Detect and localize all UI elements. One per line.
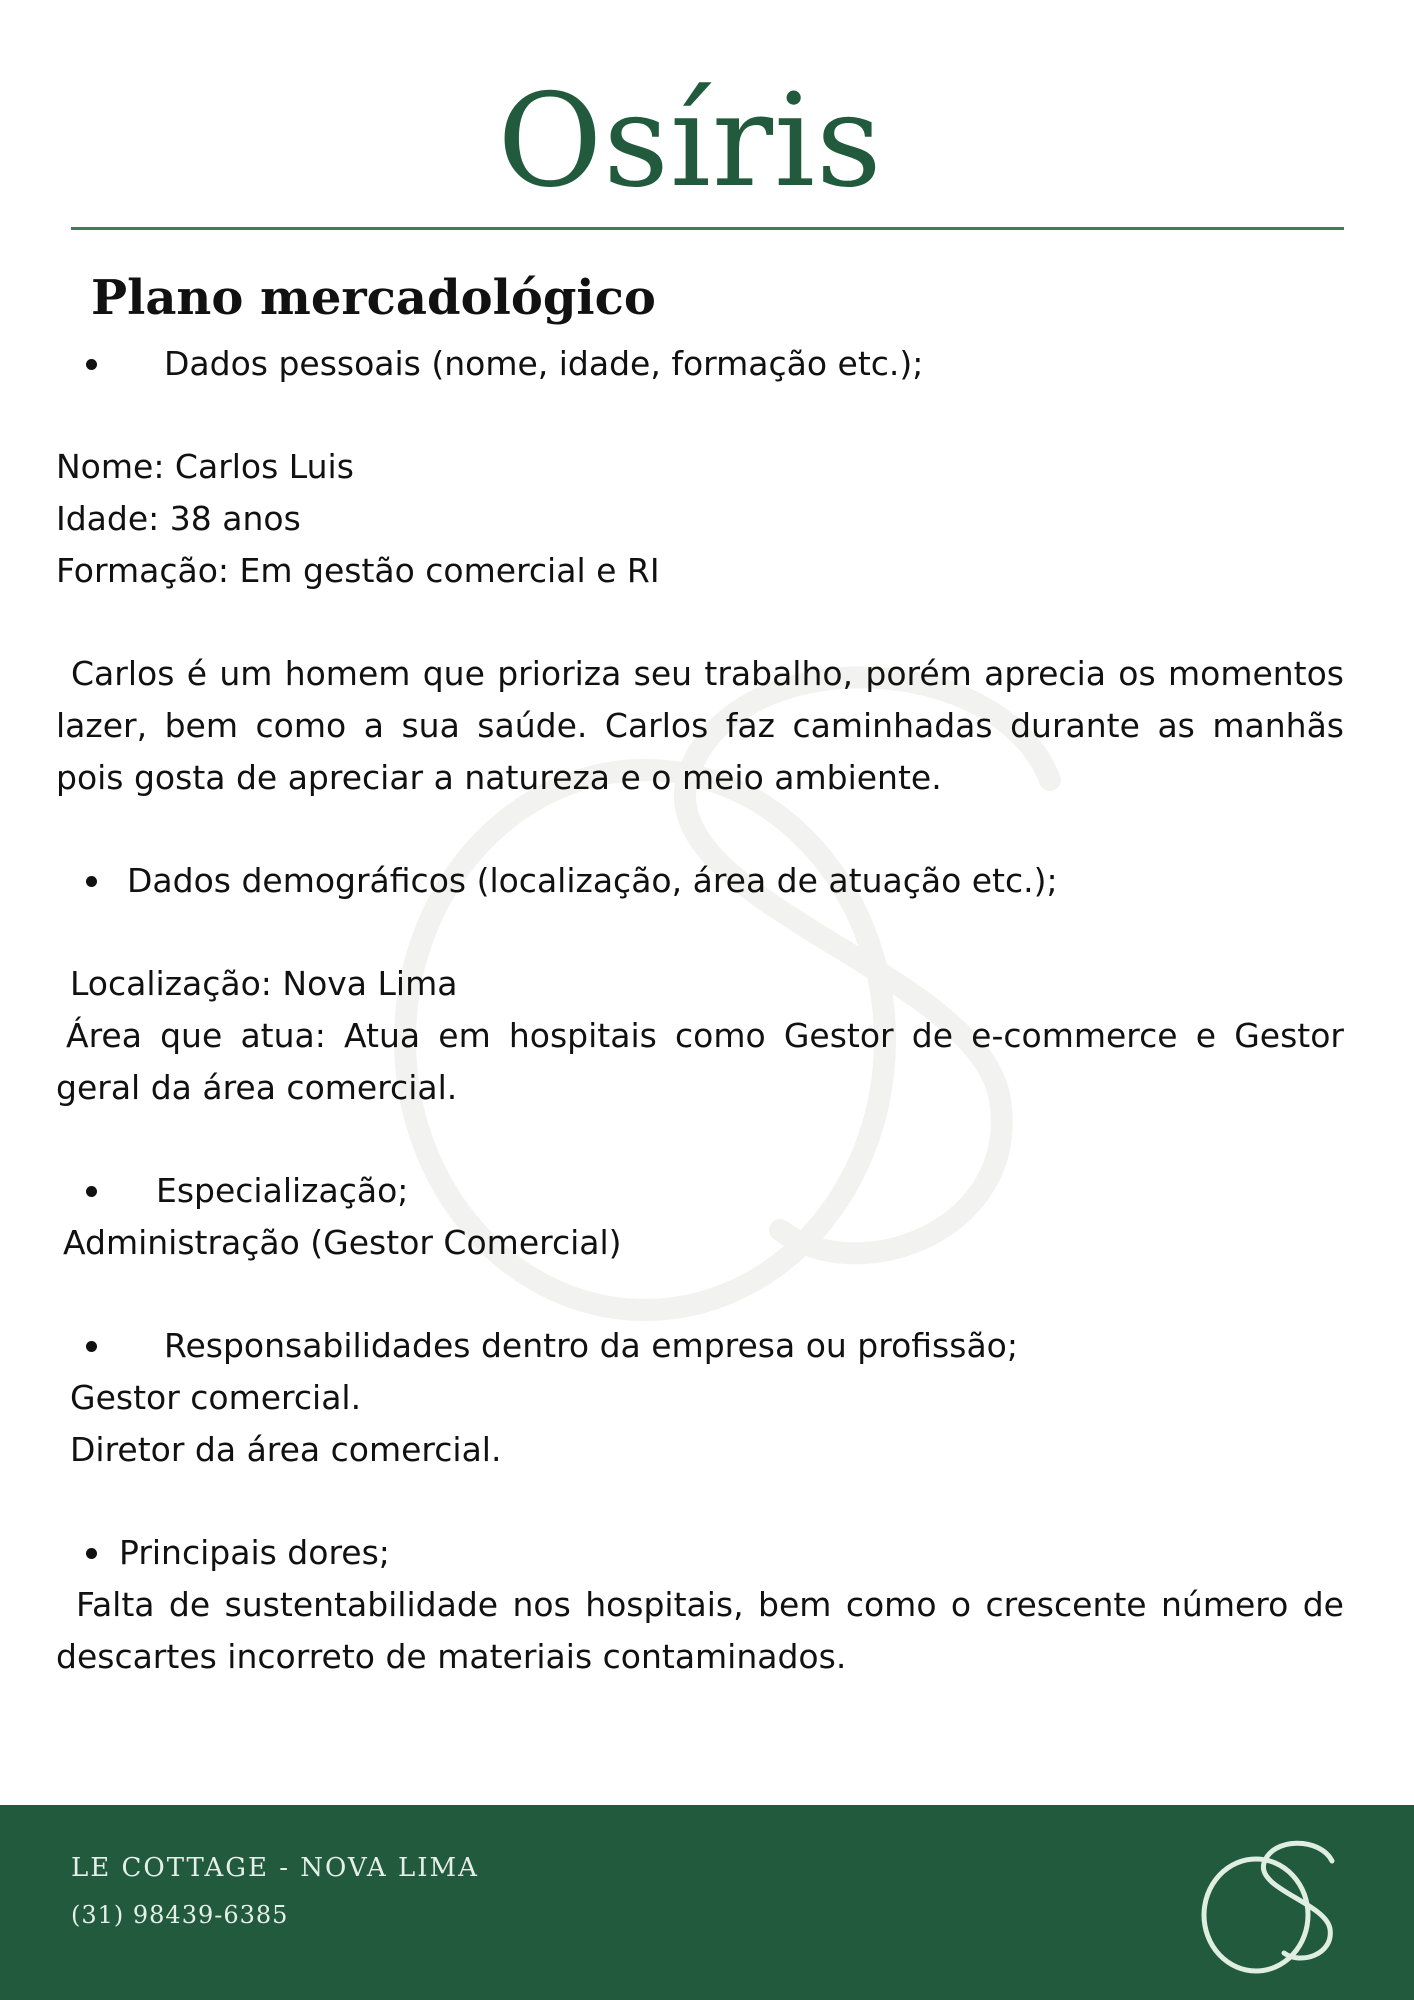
field-resp-1: Gestor comercial. [70,1378,362,1417]
bullet-icon [86,1186,97,1197]
title-divider [71,227,1344,230]
field-nome: Nome: Carlos Luis [56,447,354,486]
bullet-icon [86,359,97,370]
footer-address: LE COTTAGE - NOVA LIMA [71,1853,479,1883]
bullet-especializacao: Especialização; [156,1171,409,1210]
bullet-dados-pessoais: Dados pessoais (nome, idade, formação etc.); [164,344,924,383]
footer-monogram-icon [1194,1833,1344,1978]
field-formacao: Formação: Em gestão comercial e RI [56,551,660,590]
field-idade: Idade: 38 anos [56,499,301,538]
field-area-atua: Área que atua: Atua em hospitais como Gestor de e-commerce e Gestor geral da área comercial. [56,1016,1344,1107]
footer-bar [0,1805,1414,2000]
field-especializacao: Administração (Gestor Comercial) [63,1223,622,1262]
profile-paragraph: Carlos é um homem que prioriza seu trabalho, porém aprecia os momentos lazer, bem como a sua saúde. Carlos faz caminhadas durante as manhãs pois gosta de apreciar a natureza e o meio ambiente. [56,654,1344,797]
bullet-responsabilidades: Responsabilidades dentro da empresa ou profissão; [164,1326,1018,1365]
field-resp-2: Diretor da área comercial. [70,1430,502,1469]
field-dores-texto: Falta de sustentabilidade nos hospitais, bem como o crescente número de descartes incorreto de materiais contaminados. [56,1585,1344,1676]
bullet-icon [86,1341,97,1352]
bullet-dores: Principais dores; [119,1533,390,1572]
bullet-icon [86,1548,97,1559]
footer-phone: (31) 98439-6385 [71,1901,289,1929]
bullet-icon [86,876,97,887]
brand-title: Osíris [497,67,883,216]
section-title: Plano mercadológico [91,270,656,326]
field-localizacao: Localização: Nova Lima [70,964,458,1003]
bullet-dados-demograficos: Dados demográficos (localização, área de atuação etc.); [127,861,1058,900]
